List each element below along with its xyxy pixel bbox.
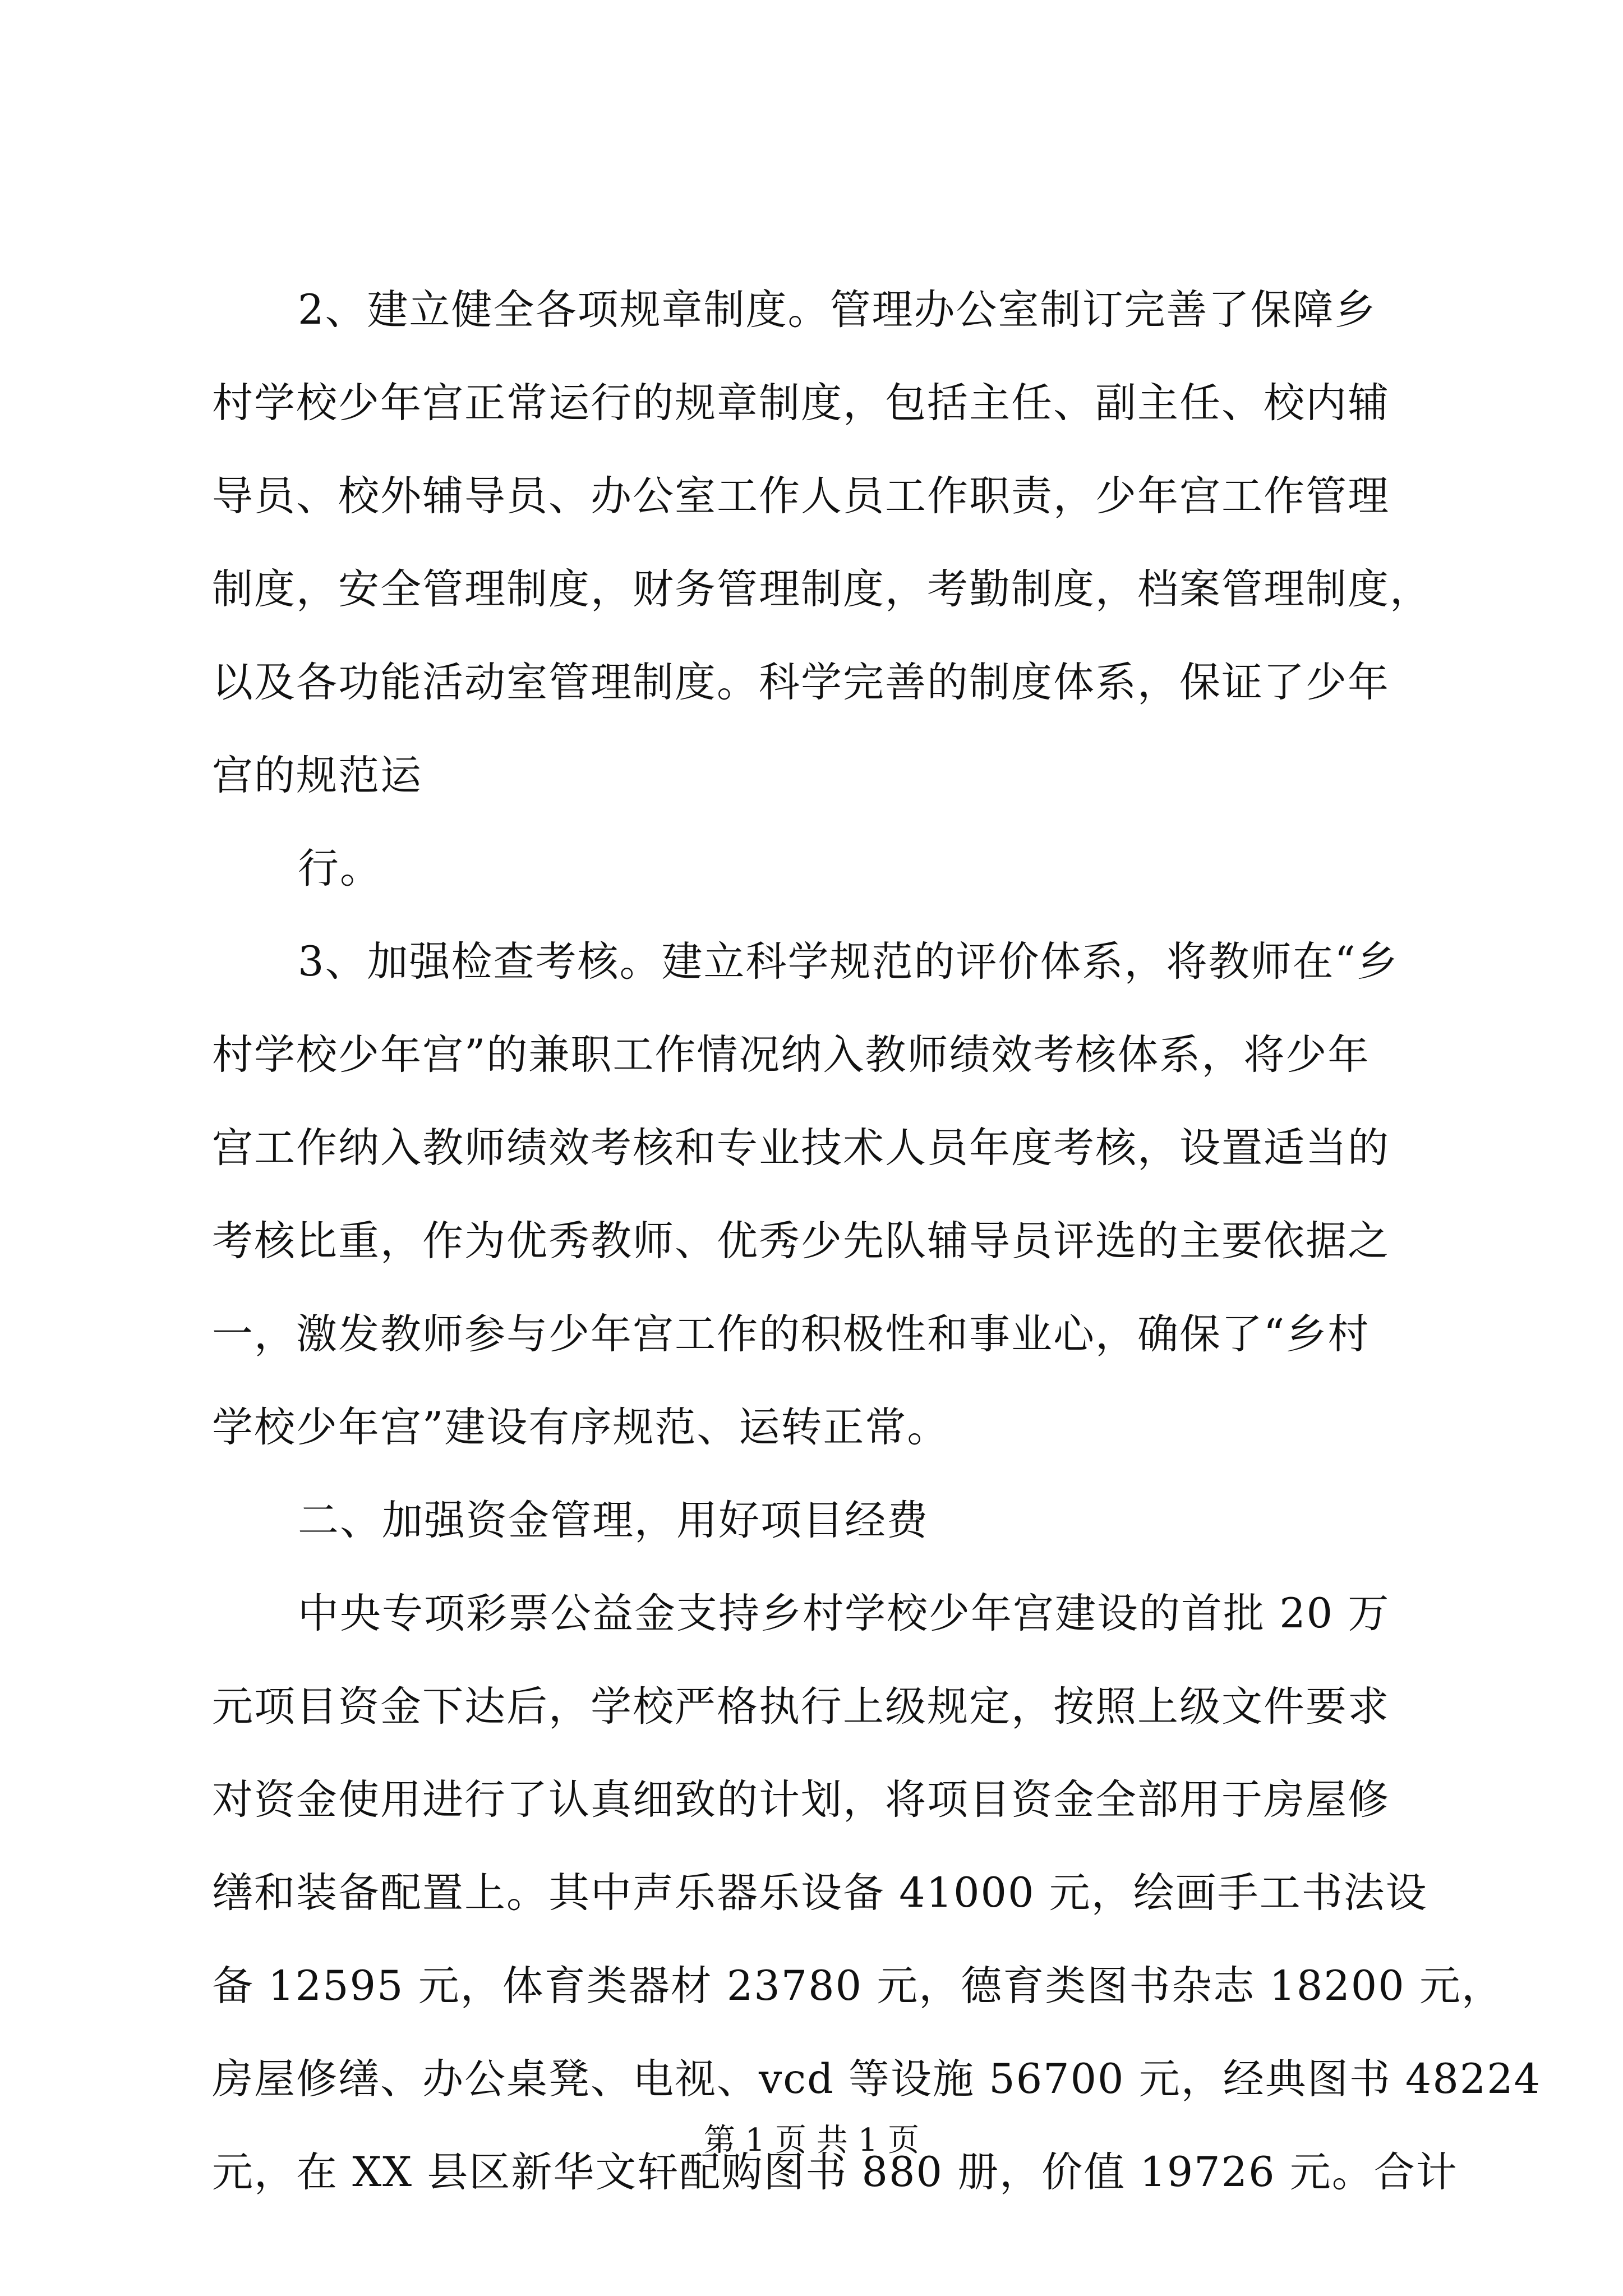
paragraph-2-continuation: 行。 [298,845,382,892]
paragraph-2-line-3: 导员、校外辅导员、办公室工作人员工作职责，少年宫工作管理 [212,472,1390,520]
page-footer: 第 1 页 共 1 页 [703,2122,920,2159]
paragraph-4-line-2: 元项目资金下达后，学校严格执行上级规定，按照上级文件要求 [212,1683,1390,1731]
paragraph-4-line-7: 元，在 XX 县区新华文轩配购图书 880 册，价值 19726 元。合计 [212,2148,1458,2196]
section-heading: 二、加强资金管理，用好项目经费 [298,1497,929,1544]
paragraph-3-line-6: 学校少年宫”建设有序规范、运转正常。 [212,1404,949,1451]
paragraph-4-line-6: 房屋修缮、办公桌凳、电视、vcd 等设施 56700 元，经典图书 48224 [212,2055,1542,2103]
paragraph-3-line-2: 村学校少年宫”的兼职工作情况纳入教师绩效考核体系，将少年 [212,1031,1370,1079]
document-body [212,264,1542,2219]
paragraph-3-line-5: 一，激发教师参与少年宫工作的积极性和事业心，确保了“乡村 [212,1310,1370,1358]
paragraph-2-line-5: 以及各功能活动室管理制度。科学完善的制度体系，保证了少年 [212,659,1390,706]
paragraph-4-line-3: 对资金使用进行了认真细致的计划，将项目资金全部用于房屋修 [212,1776,1390,1824]
paragraph-3-line-3: 宫工作纳入教师绩效考核和专业技术人员年度考核，设置适当的 [212,1124,1390,1172]
paragraph-4-line-1: 中央专项彩票公益金支持乡村学校少年宫建设的首批 20 万 [298,1590,1390,1637]
paragraph-3-line-4: 考核比重，作为优秀教师、优秀少先队辅导员评选的主要依据之 [212,1217,1390,1265]
paragraph-4-line-4: 缮和装备配置上。其中声乐器乐设备 41000 元，绘画手工书法设 [212,1869,1428,1917]
paragraph-4-line-5: 备 12595 元，体育类器材 23780 元，德育类图书杂志 18200 元， [212,1962,1504,2010]
paragraph-3-line-1: 3、加强检查考核。建立科学规范的评价体系，将教师在“乡 [298,938,1399,986]
paragraph-2-line-2: 村学校少年宫正常运行的规章制度，包括主任、副主任、校内辅 [212,379,1390,427]
paragraph-2-line-6: 宫的规范运 [212,752,422,799]
paragraph-2-line-1: 2、建立健全各项规章制度。管理办公室制订完善了保障乡 [298,286,1377,334]
paragraph-2-line-4: 制度，安全管理制度，财务管理制度，考勤制度，档案管理制度， [212,565,1432,613]
